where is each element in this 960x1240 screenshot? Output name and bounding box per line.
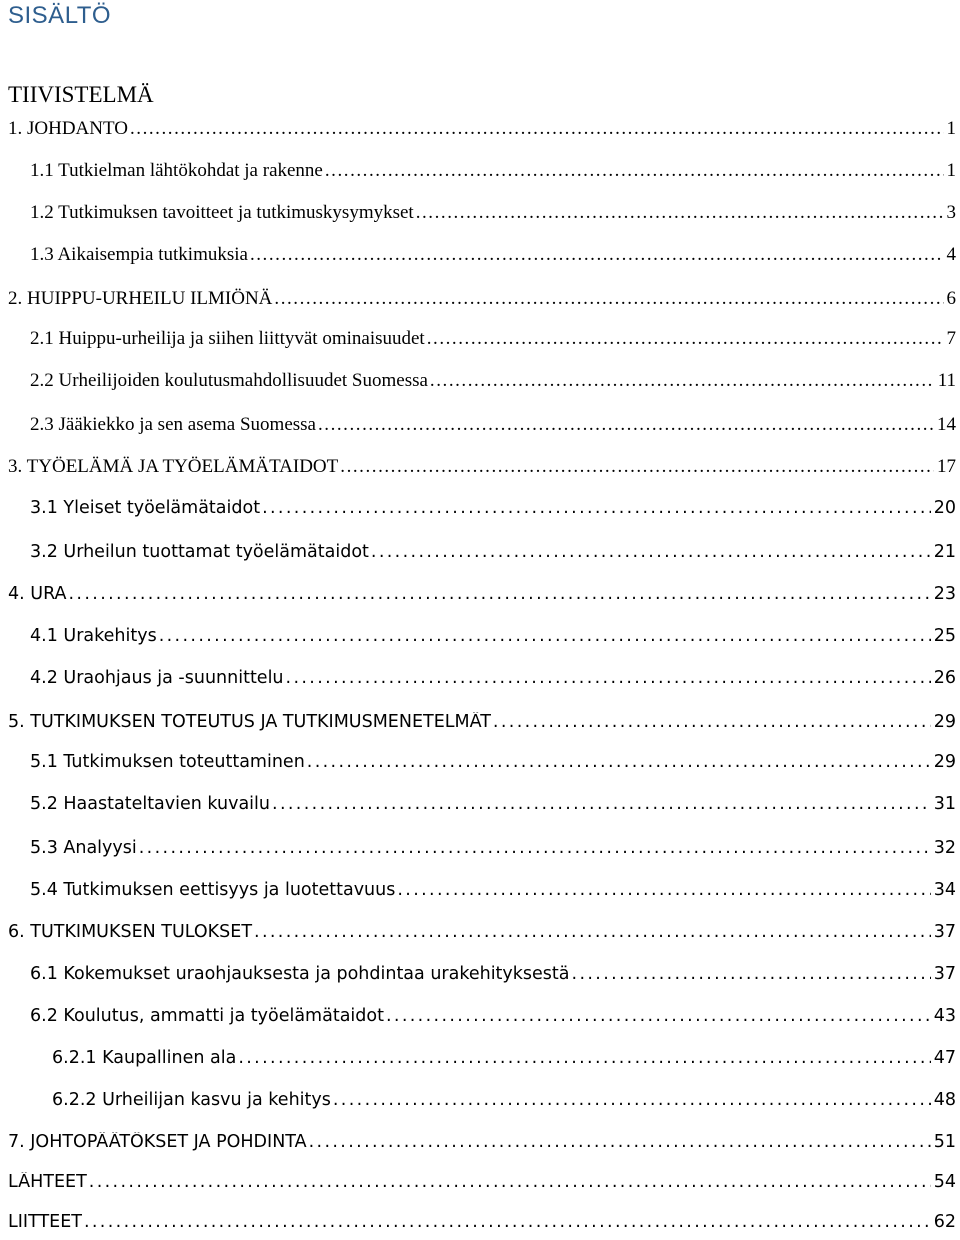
toc-dot-leader xyxy=(307,752,931,772)
toc-entry-label: 2.2 Urheilijoiden koulutusmahdollisuudet Suomessa xyxy=(30,370,428,391)
toc-entry-page-number: 37 xyxy=(933,922,956,942)
toc-dot-leader xyxy=(130,118,944,140)
toc-entry[interactable] xyxy=(30,752,956,780)
toc-dot-leader xyxy=(386,1006,931,1026)
toc-entry-label: 1.2 Tutkimuksen tavoitteet ja tutkimuskysymykset xyxy=(30,202,414,223)
toc-entry[interactable] xyxy=(30,838,956,866)
toc-entry-page-number: 31 xyxy=(933,794,956,814)
toc-dot-leader xyxy=(493,712,931,732)
toc-entry-page-number: 4 xyxy=(946,244,956,265)
toc-entry-page-number: 62 xyxy=(933,1212,956,1232)
toc-entry-page-number: 6 xyxy=(946,288,956,309)
toc-dot-leader xyxy=(286,668,931,688)
toc-entry[interactable] xyxy=(8,712,956,740)
toc-dot-leader xyxy=(139,838,931,858)
toc-dot-leader xyxy=(340,456,934,478)
toc-entry[interactable] xyxy=(52,1090,956,1118)
toc-entry[interactable] xyxy=(30,542,956,570)
toc-entry-label: 6.2.2 Urheilijan kasvu ja kehitys xyxy=(52,1090,331,1110)
toc-dot-leader xyxy=(572,964,931,984)
toc-entry-page-number: 23 xyxy=(933,584,956,604)
toc-entry[interactable] xyxy=(8,118,956,146)
toc-entry-label: 1. JOHDANTO xyxy=(8,118,128,139)
toc-entry-page-number: 54 xyxy=(933,1172,956,1192)
abstract-heading: TIIVISTELMÄ xyxy=(8,82,154,107)
toc-entry-label: 6.2 Koulutus, ammatti ja työelämätaidot xyxy=(30,1006,384,1026)
toc-entry[interactable] xyxy=(8,456,956,484)
toc-entry-page-number: 29 xyxy=(933,712,956,732)
toc-dot-leader xyxy=(333,1090,931,1110)
toc-dot-leader xyxy=(309,1132,931,1152)
toc-entry[interactable] xyxy=(30,414,956,442)
toc-entry-page-number: 7 xyxy=(946,328,956,349)
toc-entry[interactable] xyxy=(30,498,956,526)
toc-entry[interactable] xyxy=(8,1212,956,1240)
toc-entry-label: 1.3 Aikaisempia tutkimuksia xyxy=(30,244,248,265)
toc-entry-label: LÄHTEET xyxy=(8,1172,87,1192)
toc-entry-label: 5.1 Tutkimuksen toteuttaminen xyxy=(30,752,305,772)
toc-entry-label: 3. TYÖELÄMÄ JA TYÖELÄMÄTAIDOT xyxy=(8,456,339,477)
toc-entry[interactable] xyxy=(30,668,956,696)
toc-entry-label: 7. JOHTOPÄÄTÖKSET JA POHDINTA xyxy=(8,1132,307,1152)
toc-entry[interactable] xyxy=(30,964,956,992)
toc-entry-label: 5. TUTKIMUKSEN TOTEUTUS JA TUTKIMUSMENETELMÄT xyxy=(8,712,491,732)
toc-dot-leader xyxy=(274,288,943,310)
toc-dot-leader xyxy=(427,328,944,350)
toc-dot-leader xyxy=(238,1048,930,1068)
toc-dot-leader xyxy=(69,584,931,604)
toc-dot-leader xyxy=(318,414,934,436)
toc-dot-leader xyxy=(325,160,944,182)
toc-entry-page-number: 1 xyxy=(946,118,956,139)
toc-entry-page-number: 21 xyxy=(933,542,956,562)
toc-entry-label: 3.1 Yleiset työelämätaidot xyxy=(30,498,261,518)
toc-entry-page-number: 17 xyxy=(937,456,956,477)
toc-entry-page-number: 37 xyxy=(933,964,956,984)
toc-entry-page-number: 11 xyxy=(937,370,956,391)
toc-entry-page-number: 43 xyxy=(933,1006,956,1026)
toc-entry-label: 4.1 Urakehitys xyxy=(30,626,157,646)
toc-entry-page-number: 32 xyxy=(933,838,956,858)
toc-entry[interactable] xyxy=(30,370,956,398)
toc-entry[interactable] xyxy=(8,1132,956,1160)
toc-entry[interactable] xyxy=(30,202,956,230)
toc-entry[interactable] xyxy=(8,288,956,316)
toc-entry-page-number: 1 xyxy=(946,160,956,181)
toc-entry-label: 2. HUIPPU-URHEILU ILMIÖNÄ xyxy=(8,288,273,309)
toc-entry-label: 4.2 Uraohjaus ja -suunnittelu xyxy=(30,668,284,688)
toc-dot-leader xyxy=(159,626,931,646)
toc-entry-page-number: 47 xyxy=(933,1048,956,1068)
toc-entry[interactable] xyxy=(30,328,956,356)
toc-entry-page-number: 34 xyxy=(933,880,956,900)
toc-dot-leader xyxy=(262,498,931,518)
toc-entry-label: 6. TUTKIMUKSEN TULOKSET xyxy=(8,922,253,942)
toc-entry[interactable] xyxy=(8,1172,956,1200)
toc-entry[interactable] xyxy=(30,1006,956,1034)
toc-entry-page-number: 51 xyxy=(933,1132,956,1152)
toc-dot-leader xyxy=(250,244,944,266)
toc-entry-label: 5.4 Tutkimuksen eettisyys ja luotettavuus xyxy=(30,880,396,900)
toc-dot-leader xyxy=(430,370,935,392)
page-title: SISÄLTÖ xyxy=(8,2,112,29)
toc-entry-page-number: 25 xyxy=(933,626,956,646)
toc-entry-page-number: 48 xyxy=(933,1090,956,1110)
toc-entry-label: 6.2.1 Kaupallinen ala xyxy=(52,1048,237,1068)
toc-entry[interactable] xyxy=(30,244,956,272)
toc-entry-label: 5.2 Haastateltavien kuvailu xyxy=(30,794,271,814)
toc-entry-label: 6.1 Kokemukset uraohjauksesta ja pohdintaa urakehityksestä xyxy=(30,964,570,984)
toc-entry[interactable] xyxy=(30,880,956,908)
toc-entry[interactable] xyxy=(30,160,956,188)
toc-entry[interactable] xyxy=(30,626,956,654)
toc-entry-page-number: 14 xyxy=(937,414,956,435)
toc-entry-label: 5.3 Analyysi xyxy=(30,838,137,858)
toc-entry[interactable] xyxy=(8,584,956,612)
toc-dot-leader xyxy=(397,880,930,900)
toc-dot-leader xyxy=(371,542,931,562)
toc-entry-page-number: 26 xyxy=(933,668,956,688)
toc-entry-label: 4. URA xyxy=(8,584,67,604)
toc-entry-label: LIITTEET xyxy=(8,1212,82,1232)
toc-dot-leader xyxy=(416,202,944,224)
toc-dot-leader xyxy=(89,1172,931,1192)
toc-dot-leader xyxy=(84,1212,931,1232)
toc-entry-page-number: 29 xyxy=(933,752,956,772)
toc-entry[interactable] xyxy=(30,794,956,822)
toc-entry-label: 2.3 Jääkiekko ja sen asema Suomessa xyxy=(30,414,316,435)
toc-entry-label: 2.1 Huippu-urheilija ja siihen liittyvät ominaisuudet xyxy=(30,328,425,349)
toc-entry-page-number: 20 xyxy=(933,498,956,518)
toc-entry-label: 1.1 Tutkielman lähtökohdat ja rakenne xyxy=(30,160,323,181)
toc-entry-label: 3.2 Urheilun tuottamat työelämätaidot xyxy=(30,542,369,562)
toc-entry[interactable] xyxy=(8,922,956,950)
toc-dot-leader xyxy=(254,922,931,942)
toc-entry[interactable] xyxy=(52,1048,956,1076)
toc-dot-leader xyxy=(272,794,931,814)
toc-entry-page-number: 3 xyxy=(946,202,956,223)
